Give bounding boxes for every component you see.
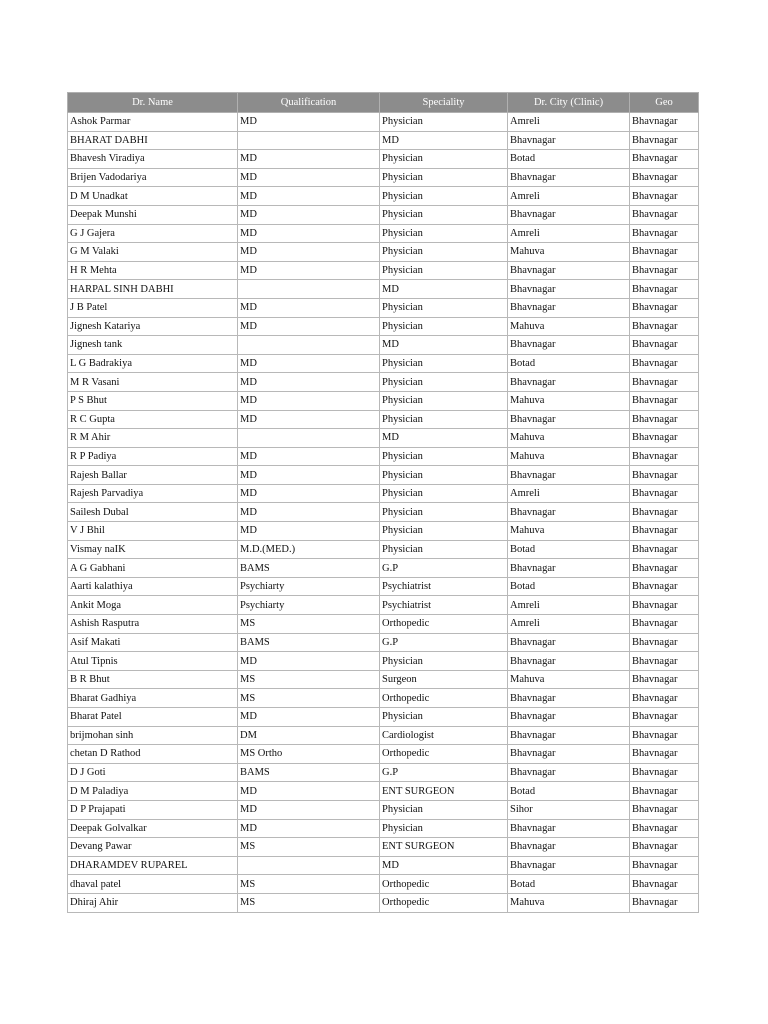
cell-dr-city: Botad	[508, 782, 630, 801]
cell-qualification: DM	[238, 726, 380, 745]
table-row	[68, 893, 699, 912]
cell-geo: Bhavnagar	[630, 429, 699, 448]
cell-speciality: Physician	[380, 224, 508, 243]
cell-qualification: MD	[238, 113, 380, 132]
cell-dr-city: Mahuva	[508, 522, 630, 541]
table-row	[68, 280, 699, 299]
cell-qualification	[238, 336, 380, 355]
cell-geo: Bhavnagar	[630, 708, 699, 727]
cell-dr-name: Deepak Golvalkar	[68, 819, 238, 838]
cell-qualification: MD	[238, 782, 380, 801]
cell-geo: Bhavnagar	[630, 336, 699, 355]
cell-geo: Bhavnagar	[630, 615, 699, 634]
cell-qualification	[238, 280, 380, 299]
cell-geo: Bhavnagar	[630, 466, 699, 485]
cell-dr-name: Jignesh tank	[68, 336, 238, 355]
cell-dr-city: Mahuva	[508, 391, 630, 410]
cell-speciality: Physician	[380, 391, 508, 410]
cell-speciality: G.P	[380, 763, 508, 782]
cell-qualification: MD	[238, 522, 380, 541]
cell-qualification: M.D.(MED.)	[238, 540, 380, 559]
cell-qualification: MD	[238, 224, 380, 243]
cell-qualification: MS	[238, 838, 380, 857]
table-row	[68, 596, 699, 615]
cell-dr-city: Mahuva	[508, 893, 630, 912]
table-row	[68, 800, 699, 819]
cell-dr-city: Amreli	[508, 615, 630, 634]
cell-speciality: Psychiatrist	[380, 577, 508, 596]
table-row	[68, 354, 699, 373]
cell-dr-name: brijmohan sinh	[68, 726, 238, 745]
cell-geo: Bhavnagar	[630, 224, 699, 243]
cell-qualification: MD	[238, 354, 380, 373]
cell-geo: Bhavnagar	[630, 838, 699, 857]
table-row	[68, 113, 699, 132]
cell-qualification	[238, 856, 380, 875]
cell-speciality: Physician	[380, 484, 508, 503]
cell-geo: Bhavnagar	[630, 540, 699, 559]
cell-speciality: Physician	[380, 410, 508, 429]
cell-qualification: MS	[238, 670, 380, 689]
cell-geo: Bhavnagar	[630, 503, 699, 522]
cell-dr-city: Botad	[508, 354, 630, 373]
cell-dr-city: Mahuva	[508, 317, 630, 336]
cell-speciality: Cardiologist	[380, 726, 508, 745]
cell-dr-city: Amreli	[508, 187, 630, 206]
cell-qualification: MS	[238, 875, 380, 894]
cell-dr-city: Bhavnagar	[508, 689, 630, 708]
cell-geo: Bhavnagar	[630, 168, 699, 187]
cell-dr-name: HARPAL SINH DABHI	[68, 280, 238, 299]
cell-speciality: Physician	[380, 708, 508, 727]
cell-speciality: Physician	[380, 354, 508, 373]
cell-geo: Bhavnagar	[630, 205, 699, 224]
cell-geo: Bhavnagar	[630, 354, 699, 373]
cell-geo: Bhavnagar	[630, 187, 699, 206]
cell-dr-name: A G Gabhani	[68, 559, 238, 578]
table-row	[68, 726, 699, 745]
cell-dr-name: dhaval patel	[68, 875, 238, 894]
cell-speciality: MD	[380, 856, 508, 875]
cell-speciality: Physician	[380, 168, 508, 187]
table-row	[68, 633, 699, 652]
cell-speciality: Physician	[380, 503, 508, 522]
cell-geo: Bhavnagar	[630, 763, 699, 782]
cell-dr-name: Jignesh Katariya	[68, 317, 238, 336]
cell-dr-city: Botad	[508, 150, 630, 169]
cell-speciality: Orthopedic	[380, 893, 508, 912]
cell-dr-city: Bhavnagar	[508, 763, 630, 782]
cell-qualification	[238, 429, 380, 448]
cell-qualification: MD	[238, 187, 380, 206]
cell-speciality: Physician	[380, 298, 508, 317]
cell-qualification: MD	[238, 447, 380, 466]
cell-dr-name: G M Valaki	[68, 243, 238, 262]
table-row	[68, 652, 699, 671]
table-row	[68, 745, 699, 764]
cell-dr-name: V J Bhil	[68, 522, 238, 541]
table-row	[68, 336, 699, 355]
cell-qualification: MD	[238, 484, 380, 503]
cell-dr-city: Bhavnagar	[508, 708, 630, 727]
table-row	[68, 466, 699, 485]
header-dr-city: Dr. City (Clinic)	[508, 93, 630, 113]
cell-geo: Bhavnagar	[630, 577, 699, 596]
cell-qualification: MD	[238, 243, 380, 262]
cell-dr-name: D P Prajapati	[68, 800, 238, 819]
cell-dr-name: Devang Pawar	[68, 838, 238, 857]
cell-dr-city: Bhavnagar	[508, 131, 630, 150]
cell-qualification: MD	[238, 410, 380, 429]
cell-dr-name: H R Mehta	[68, 261, 238, 280]
cell-qualification: MD	[238, 373, 380, 392]
cell-dr-name: DHARAMDEV RUPAREL	[68, 856, 238, 875]
cell-geo: Bhavnagar	[630, 317, 699, 336]
cell-speciality: Physician	[380, 466, 508, 485]
cell-geo: Bhavnagar	[630, 875, 699, 894]
cell-dr-city: Mahuva	[508, 670, 630, 689]
table-row	[68, 615, 699, 634]
cell-qualification: MD	[238, 298, 380, 317]
cell-geo: Bhavnagar	[630, 745, 699, 764]
cell-dr-name: D M Paladiya	[68, 782, 238, 801]
cell-qualification: MS Ortho	[238, 745, 380, 764]
cell-speciality: Physician	[380, 540, 508, 559]
cell-qualification: MD	[238, 819, 380, 838]
table-header	[68, 93, 699, 113]
cell-dr-city: Bhavnagar	[508, 280, 630, 299]
table-body	[68, 113, 699, 913]
cell-dr-city: Botad	[508, 540, 630, 559]
table-row	[68, 689, 699, 708]
cell-qualification: Psychiarty	[238, 596, 380, 615]
cell-qualification: BAMS	[238, 633, 380, 652]
cell-qualification: MD	[238, 800, 380, 819]
cell-dr-city: Amreli	[508, 224, 630, 243]
table-row	[68, 131, 699, 150]
cell-dr-name: Bhavesh Viradiya	[68, 150, 238, 169]
cell-dr-city: Bhavnagar	[508, 856, 630, 875]
cell-dr-name: BHARAT DABHI	[68, 131, 238, 150]
cell-geo: Bhavnagar	[630, 652, 699, 671]
cell-dr-name: M R Vasani	[68, 373, 238, 392]
cell-speciality: Orthopedic	[380, 615, 508, 634]
cell-dr-name: J B Patel	[68, 298, 238, 317]
cell-speciality: Physician	[380, 373, 508, 392]
cell-speciality: MD	[380, 336, 508, 355]
cell-speciality: Physician	[380, 447, 508, 466]
cell-speciality: Physician	[380, 205, 508, 224]
cell-geo: Bhavnagar	[630, 373, 699, 392]
cell-dr-city: Amreli	[508, 484, 630, 503]
cell-speciality: Physician	[380, 113, 508, 132]
cell-dr-name: L G Badrakiya	[68, 354, 238, 373]
table-row	[68, 243, 699, 262]
cell-geo: Bhavnagar	[630, 447, 699, 466]
table-row	[68, 317, 699, 336]
table-row	[68, 559, 699, 578]
cell-qualification: MD	[238, 317, 380, 336]
cell-qualification: MD	[238, 652, 380, 671]
cell-speciality: Orthopedic	[380, 745, 508, 764]
cell-dr-city: Bhavnagar	[508, 652, 630, 671]
cell-dr-city: Bhavnagar	[508, 503, 630, 522]
cell-geo: Bhavnagar	[630, 484, 699, 503]
cell-dr-city: Bhavnagar	[508, 726, 630, 745]
cell-geo: Bhavnagar	[630, 633, 699, 652]
table-row	[68, 484, 699, 503]
table-row	[68, 838, 699, 857]
cell-qualification: Psychiarty	[238, 577, 380, 596]
cell-dr-name: Bharat Gadhiya	[68, 689, 238, 708]
cell-qualification: MD	[238, 503, 380, 522]
cell-dr-city: Mahuva	[508, 429, 630, 448]
cell-dr-city: Amreli	[508, 113, 630, 132]
cell-dr-city: Bhavnagar	[508, 373, 630, 392]
cell-geo: Bhavnagar	[630, 391, 699, 410]
cell-geo: Bhavnagar	[630, 150, 699, 169]
cell-qualification: MS	[238, 893, 380, 912]
cell-dr-name: D J Goti	[68, 763, 238, 782]
cell-qualification: MD	[238, 708, 380, 727]
table-row	[68, 373, 699, 392]
header-speciality: Speciality	[380, 93, 508, 113]
cell-qualification: MD	[238, 466, 380, 485]
cell-speciality: Physician	[380, 800, 508, 819]
table-row	[68, 187, 699, 206]
cell-dr-city: Bhavnagar	[508, 336, 630, 355]
cell-geo: Bhavnagar	[630, 559, 699, 578]
table-row	[68, 391, 699, 410]
cell-dr-name: B R Bhut	[68, 670, 238, 689]
table-row	[68, 875, 699, 894]
cell-dr-name: Dhiraj Ahir	[68, 893, 238, 912]
table-row	[68, 429, 699, 448]
cell-geo: Bhavnagar	[630, 596, 699, 615]
cell-geo: Bhavnagar	[630, 410, 699, 429]
cell-geo: Bhavnagar	[630, 522, 699, 541]
cell-geo: Bhavnagar	[630, 726, 699, 745]
cell-geo: Bhavnagar	[630, 800, 699, 819]
cell-speciality: Physician	[380, 150, 508, 169]
cell-qualification: MS	[238, 689, 380, 708]
table-row	[68, 168, 699, 187]
cell-dr-city: Bhavnagar	[508, 298, 630, 317]
cell-speciality: G.P	[380, 559, 508, 578]
table-row	[68, 298, 699, 317]
cell-dr-city: Bhavnagar	[508, 205, 630, 224]
cell-geo: Bhavnagar	[630, 856, 699, 875]
table-row	[68, 205, 699, 224]
header-geo: Geo	[630, 93, 699, 113]
cell-dr-name: Rajesh Ballar	[68, 466, 238, 485]
table-row	[68, 782, 699, 801]
cell-geo: Bhavnagar	[630, 670, 699, 689]
cell-dr-city: Mahuva	[508, 243, 630, 262]
cell-dr-city: Bhavnagar	[508, 466, 630, 485]
cell-dr-name: G J Gajera	[68, 224, 238, 243]
cell-speciality: Orthopedic	[380, 689, 508, 708]
cell-qualification	[238, 131, 380, 150]
cell-speciality: Physician	[380, 819, 508, 838]
cell-qualification: BAMS	[238, 763, 380, 782]
table-row	[68, 577, 699, 596]
cell-dr-name: Bharat Patel	[68, 708, 238, 727]
cell-dr-name: Asif Makati	[68, 633, 238, 652]
cell-dr-city: Bhavnagar	[508, 410, 630, 429]
table-row	[68, 670, 699, 689]
cell-qualification: MD	[238, 205, 380, 224]
cell-dr-city: Bhavnagar	[508, 633, 630, 652]
table-row	[68, 410, 699, 429]
cell-geo: Bhavnagar	[630, 782, 699, 801]
cell-dr-city: Bhavnagar	[508, 559, 630, 578]
cell-dr-city: Bhavnagar	[508, 261, 630, 280]
cell-geo: Bhavnagar	[630, 298, 699, 317]
table-row	[68, 763, 699, 782]
cell-geo: Bhavnagar	[630, 280, 699, 299]
cell-speciality: G.P	[380, 633, 508, 652]
cell-qualification: MD	[238, 168, 380, 187]
table-row	[68, 540, 699, 559]
cell-speciality: Physician	[380, 652, 508, 671]
cell-dr-name: P S Bhut	[68, 391, 238, 410]
cell-geo: Bhavnagar	[630, 819, 699, 838]
table-row	[68, 856, 699, 875]
cell-qualification: MS	[238, 615, 380, 634]
cell-qualification: MD	[238, 150, 380, 169]
cell-dr-name: R C Gupta	[68, 410, 238, 429]
cell-dr-city: Bhavnagar	[508, 838, 630, 857]
cell-dr-name: Brijen Vadodariya	[68, 168, 238, 187]
cell-qualification: MD	[238, 391, 380, 410]
cell-dr-name: Rajesh Parvadiya	[68, 484, 238, 503]
table-row	[68, 708, 699, 727]
table-row	[68, 261, 699, 280]
cell-dr-name: Vismay naIK	[68, 540, 238, 559]
cell-dr-city: Botad	[508, 577, 630, 596]
cell-speciality: Physician	[380, 261, 508, 280]
cell-dr-city: Bhavnagar	[508, 168, 630, 187]
cell-speciality: ENT SURGEON	[380, 782, 508, 801]
cell-dr-city: Amreli	[508, 596, 630, 615]
table-row	[68, 447, 699, 466]
header-row	[68, 93, 699, 113]
cell-qualification: MD	[238, 261, 380, 280]
header-qualification: Qualification	[238, 93, 380, 113]
cell-speciality: Orthopedic	[380, 875, 508, 894]
cell-qualification: BAMS	[238, 559, 380, 578]
cell-dr-name: R P Padiya	[68, 447, 238, 466]
cell-dr-name: D M Unadkat	[68, 187, 238, 206]
table-row	[68, 224, 699, 243]
cell-dr-city: Bhavnagar	[508, 745, 630, 764]
table-row	[68, 503, 699, 522]
cell-geo: Bhavnagar	[630, 261, 699, 280]
table-row	[68, 819, 699, 838]
header-dr-name: Dr. Name	[68, 93, 238, 113]
cell-dr-name: Deepak Munshi	[68, 205, 238, 224]
cell-dr-city: Mahuva	[508, 447, 630, 466]
cell-speciality: MD	[380, 280, 508, 299]
cell-dr-city: Sihor	[508, 800, 630, 819]
table-row	[68, 150, 699, 169]
cell-speciality: Psychiatrist	[380, 596, 508, 615]
cell-speciality: Physician	[380, 522, 508, 541]
cell-dr-name: Ashish Rasputra	[68, 615, 238, 634]
cell-speciality: MD	[380, 429, 508, 448]
cell-dr-name: Aarti kalathiya	[68, 577, 238, 596]
cell-speciality: Physician	[380, 317, 508, 336]
cell-geo: Bhavnagar	[630, 243, 699, 262]
table-row	[68, 522, 699, 541]
cell-geo: Bhavnagar	[630, 689, 699, 708]
cell-geo: Bhavnagar	[630, 893, 699, 912]
cell-dr-name: R M Ahir	[68, 429, 238, 448]
cell-speciality: MD	[380, 131, 508, 150]
cell-geo: Bhavnagar	[630, 131, 699, 150]
cell-dr-name: Ashok Parmar	[68, 113, 238, 132]
cell-speciality: ENT SURGEON	[380, 838, 508, 857]
cell-geo: Bhavnagar	[630, 113, 699, 132]
cell-speciality: Surgeon	[380, 670, 508, 689]
cell-dr-name: Ankit Moga	[68, 596, 238, 615]
cell-dr-name: chetan D Rathod	[68, 745, 238, 764]
doctor-table	[67, 92, 699, 913]
cell-speciality: Physician	[380, 243, 508, 262]
cell-dr-name: Sailesh Dubal	[68, 503, 238, 522]
cell-dr-name: Atul Tipnis	[68, 652, 238, 671]
cell-dr-city: Bhavnagar	[508, 819, 630, 838]
cell-speciality: Physician	[380, 187, 508, 206]
cell-dr-city: Botad	[508, 875, 630, 894]
